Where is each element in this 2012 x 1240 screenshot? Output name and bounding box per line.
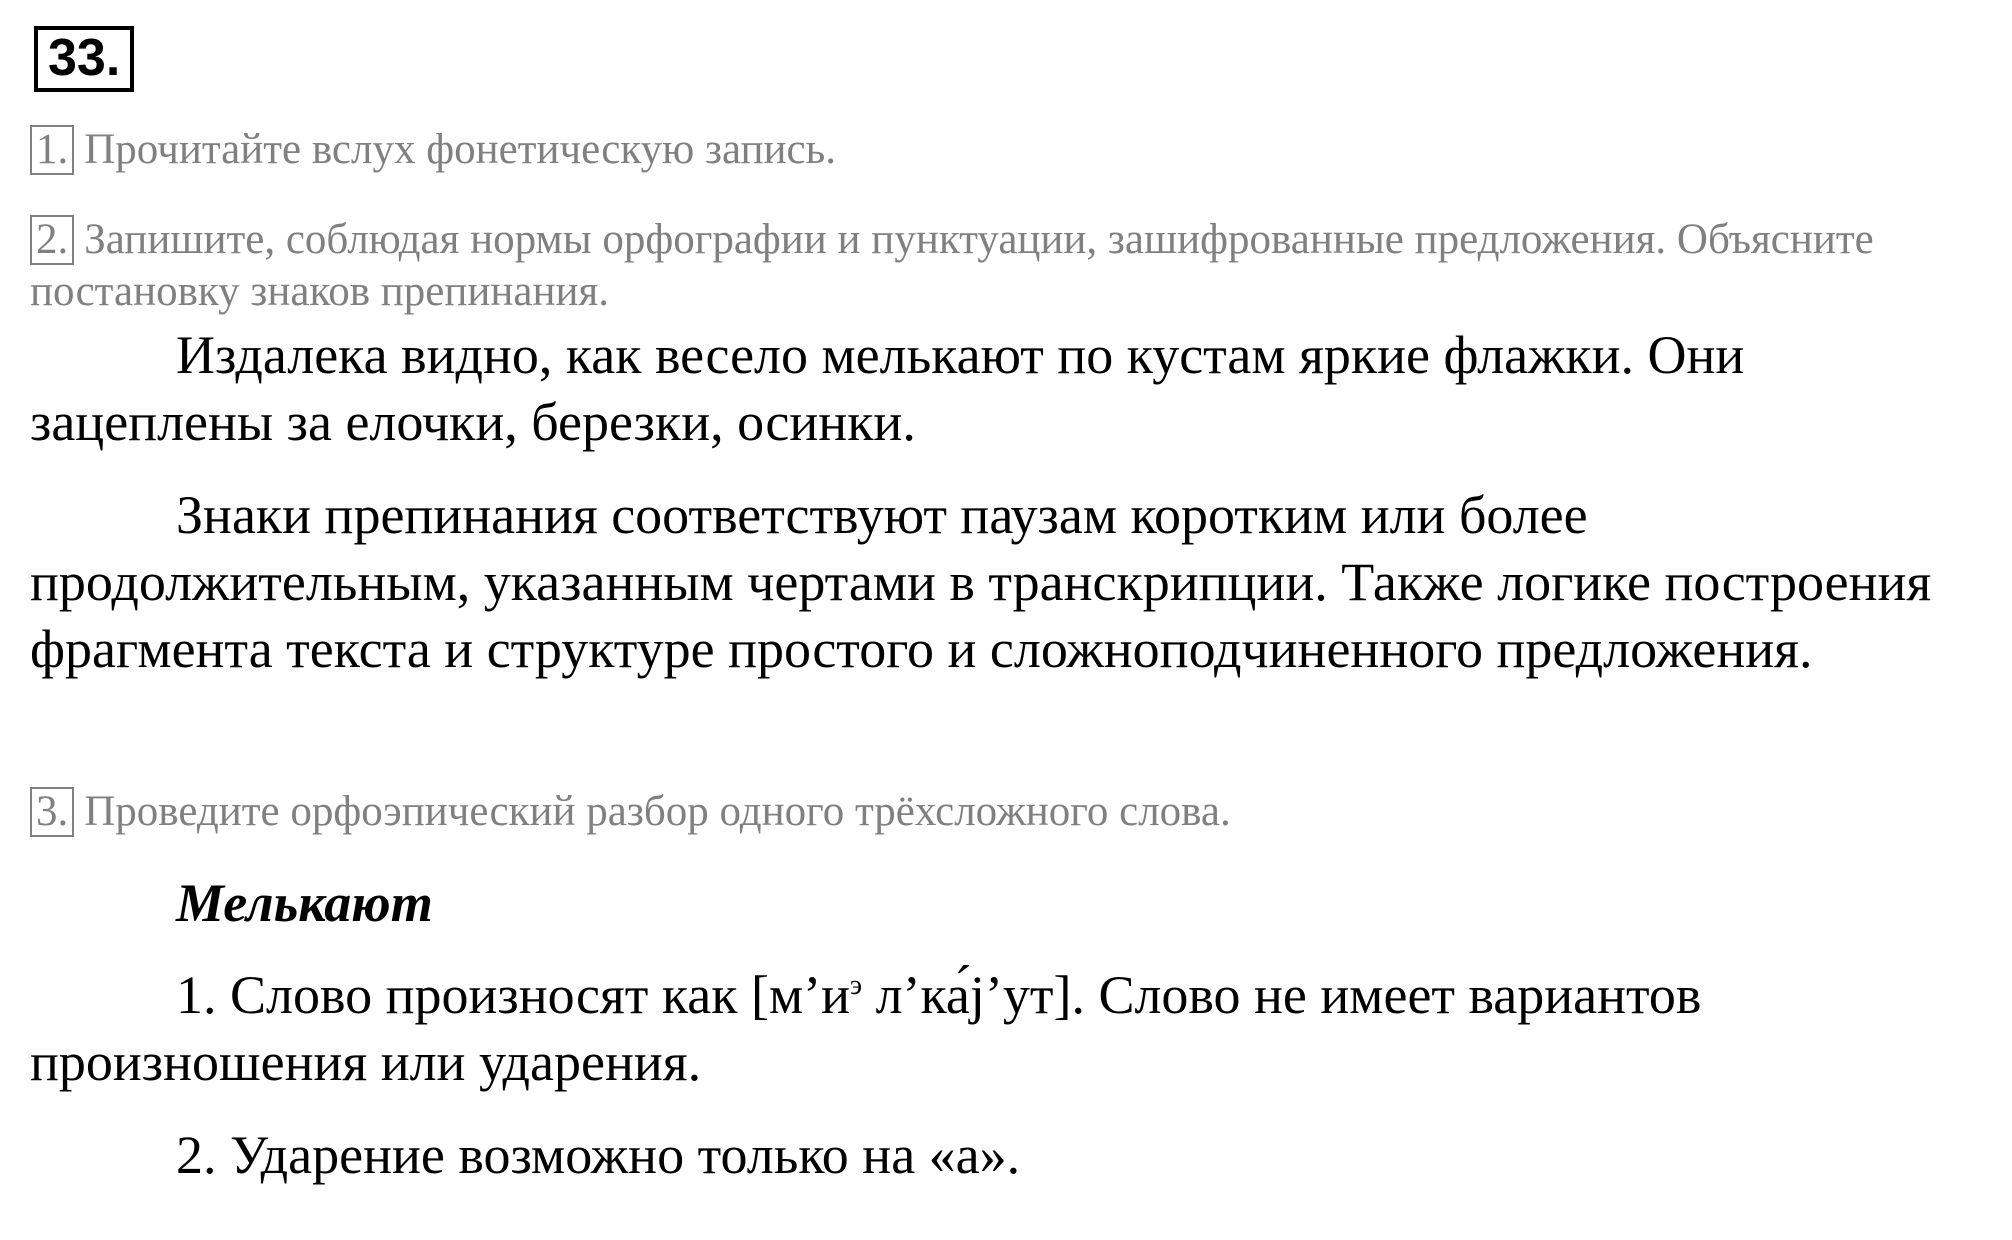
point-1-end: л’ка́j’ут]. Слово не имеет вариантов произношения или ударения. [30,965,1702,1092]
point-2-paragraph: 2. Ударение возможно только на «а». [176,1125,1021,1185]
decoded-text-paragraph: Издалека видно, как весело мелькают по кустам яркие флажки. Они зацеплены за елочки, березки, осинки. [30,325,1745,452]
task-1-number: 1. [30,125,74,175]
task-1-text: Прочитайте вслух фонетическую запись. [84,126,836,173]
task-2-text: Запишите, соблюдая нормы орфографии и пунктуации, зашифрованные предложения. Объясните постановку знаков препинания. [30,216,1874,315]
task-3 [30,786,1990,838]
point-1-start: 1. Слово произносят как [м’и [176,965,851,1025]
point-1-superscript: э [850,970,863,1001]
task-2-number: 2. [30,215,74,265]
task-2 [30,214,1990,318]
point-1-paragraph [30,962,1980,1096]
task-3-text: Проведите орфоэпический разбор одного трёхсложного слова. [84,788,1231,835]
task-1 [30,124,1990,176]
analyzed-word: Мелькают [176,873,433,933]
exercise-number: 33. [34,26,134,92]
explanation-paragraph: Знаки препинания соответствуют паузам коротким или более продолжительным, указанным чертами в транскрипции. Также логике построения фрагмента текста и структуре простого и сложноподчиненного предложения. [30,485,1932,679]
task-3-number: 3. [30,787,74,837]
